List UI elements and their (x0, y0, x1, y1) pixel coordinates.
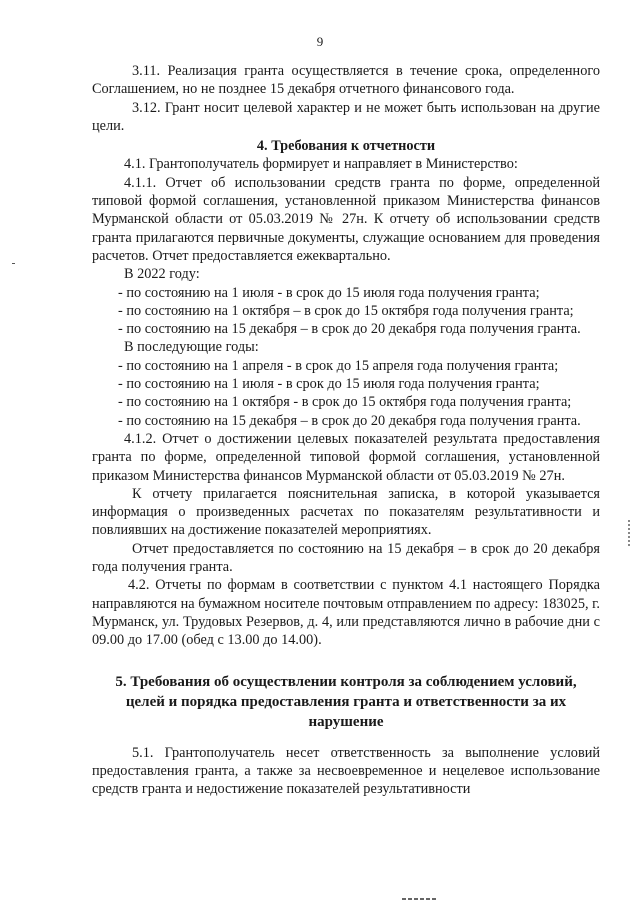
document-body (92, 62, 600, 798)
list-item: - по состоянию на 1 апреля - в срок до 15 апреля года получения гранта; (118, 357, 559, 374)
paragraph-5-1: 5.1. Грантополучатель несет ответственность за выполнение условий предоставления гранта, а также за несвоевременное и нецелевое использование средств гранта и недостижение показателей результативности (92, 744, 600, 798)
paragraph-3-12: 3.12. Грант носит целевой характер и не может быть использован на другие цели. (92, 99, 600, 134)
paragraph-4-1-1: 4.1.1. Отчет об использовании средств гранта по форме, определенной типовой формой соглашения, установленной приказом Министерства финансов Мурманской области от 05.03.2019 № 27н. К отчету об использовании средств гранта прилагаются первичные документы, служащие основанием для проведения расчетов. Отчет предоставляется ежеквартально. (92, 174, 600, 264)
later-years-label: В последующие годы: (124, 339, 259, 356)
scan-mark (628, 520, 630, 548)
scan-mark (12, 263, 15, 264)
paragraph-report-due: Отчет предоставляется по состоянию на 15 декабря – в срок до 20 декабря года получения гранта. (92, 540, 600, 576)
list-item: - по состоянию на 15 декабря – в срок до 20 декабря года получения гранта. (118, 321, 581, 338)
section-5-title-line: целей и порядка предоставления гранта и ответственности за их (125, 693, 567, 710)
list-item: - по состоянию на 1 октября - в срок до 15 октября года получения гранта; (118, 394, 572, 411)
section-5-title (92, 672, 600, 732)
section-5-title-line: 5. Требования об осуществлении контроля за соблюдением условий, (115, 673, 577, 690)
paragraph-3-11: 3.11. Реализация гранта осуществляется в течение срока, определенного Соглашением, но не позднее 15 декабря отчетного финансового года. (92, 63, 600, 98)
paragraph-4-2: 4.2. Отчеты по формам в соответствии с пунктом 4.1 настоящего Порядка направляются на бумажном носителе почтовым отправлением по адресу: 183025, г. Мурманск, ул. Трудовых Резервов, д. 4, или представляются лично в рабочие дни с 09.00 до 17.00 (обед с 13.00 до 14.00). (92, 577, 600, 649)
list-item: - по состоянию на 1 июля - в срок до 15 июля года получения гранта; (118, 284, 540, 301)
paragraph-explanatory-note: К отчету прилагается пояснительная записка, в которой указывается информация о произведенных расчетах по показателям результативности и повлиявших на достижение показателей мероприятиях. (92, 485, 600, 539)
list-item: - по состоянию на 1 октября – в срок до 15 октября года получения гранта; (118, 302, 574, 319)
paragraph-4-1: 4.1. Грантополучатель формирует и направляет в Министерство: (124, 156, 518, 173)
list-item: - по состоянию на 1 июля - в срок до 15 июля года получения гранта; (118, 376, 540, 393)
section-4-title: 4. Требования к отчетности (256, 138, 436, 155)
page-number: 9 (316, 34, 324, 49)
year-2022-label: В 2022 году: (124, 266, 200, 283)
paragraph-4-1-2: 4.1.2. Отчет о достижении целевых показателей результата предоставления гранта по форме, определенной типовой формой соглашения, установленной приказом Министерства финансов Мурманской области от 05.03.2019 № 27н. (92, 430, 600, 484)
list-item: - по состоянию на 15 декабря – в срок до 20 декабря года получения гранта. (118, 412, 581, 429)
section-5-title-line: нарушение (308, 713, 384, 730)
scan-mark (402, 898, 436, 900)
